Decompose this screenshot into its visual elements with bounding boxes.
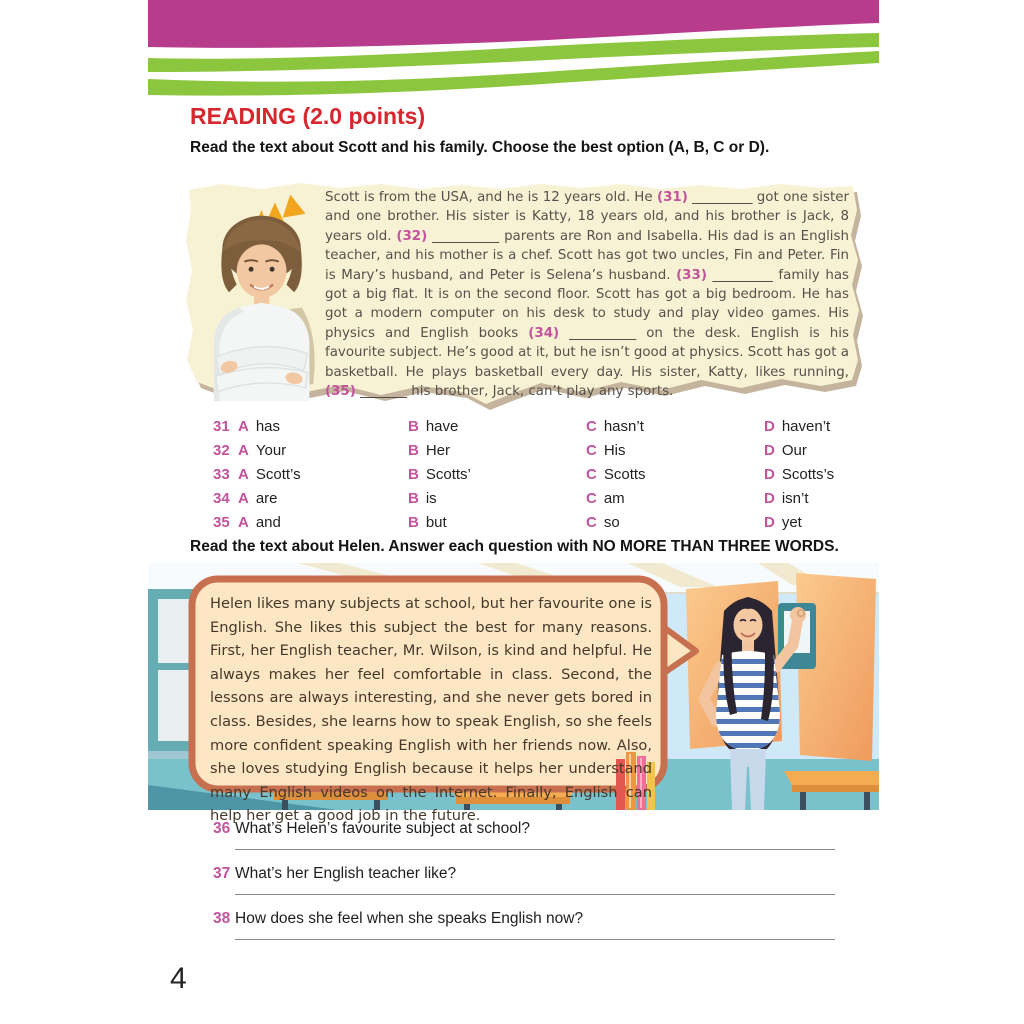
answer-blank: _______	[355, 384, 412, 400]
header-band	[148, 0, 879, 100]
option-letter: D	[764, 513, 775, 531]
scott-passage-panel	[181, 180, 863, 414]
option-letter: C	[586, 513, 597, 531]
mcq-number: 35	[213, 513, 230, 531]
option-letter: B	[408, 513, 419, 531]
option-letter: A	[238, 441, 249, 459]
answer-blank: _________	[706, 267, 779, 283]
question-text: What’s Helen’s favourite subject at school?	[235, 820, 530, 837]
mcq-option-b	[408, 418, 586, 435]
option-letter: C	[586, 465, 597, 483]
mcq-block	[213, 414, 873, 534]
question-number: 36	[213, 820, 231, 837]
option-letter: A	[238, 417, 249, 435]
blank-number: (34)	[528, 325, 560, 341]
option-text: Your	[255, 441, 287, 459]
mcq-number: 34	[213, 489, 230, 507]
option-text: has	[255, 417, 281, 435]
instruction-scott: Read the text about Scott and his family. Choose the best option (A, B, C or D).	[190, 139, 770, 156]
option-text: Scott’s	[255, 465, 301, 483]
blank-number: (35)	[325, 384, 356, 400]
exclamation-triangles-icon	[283, 195, 306, 218]
page-number: 4	[170, 962, 187, 995]
option-text: Our	[781, 441, 807, 459]
option-letter: D	[764, 441, 775, 459]
mcq-row	[213, 486, 873, 510]
question-text: What’s her English teacher like?	[235, 865, 457, 882]
answer-line	[235, 885, 835, 895]
option-text: Scotts’	[425, 465, 471, 483]
answer-line	[235, 840, 835, 850]
option-letter: C	[586, 417, 597, 435]
answer-blank: __________	[427, 228, 505, 244]
page-title: READING (2.0 points)	[190, 103, 426, 129]
option-text: Her	[425, 441, 451, 459]
mcq-option-d	[764, 442, 873, 459]
option-text: are	[255, 489, 278, 507]
helen-panel	[148, 563, 879, 825]
passage-text: got one sister and one brother. His sister is Katty, 18 years old, and his brother is Jack, 8 years old.	[325, 190, 849, 244]
option-letter: C	[586, 489, 597, 507]
mcq-option-d	[764, 490, 873, 507]
passage-text: Scott is from the USA, and he is 12 years old. He	[325, 190, 657, 205]
question-number: 37	[213, 865, 231, 882]
scott-photo	[187, 192, 340, 402]
option-text: but	[425, 513, 447, 531]
option-letter: D	[764, 417, 775, 435]
answer-blank: _________	[687, 190, 757, 205]
instruction-helen: Read the text about Helen. Answer each question with NO MORE THAN THREE WORDS.	[190, 538, 839, 555]
option-text: have	[425, 417, 459, 435]
option-letter: A	[238, 513, 249, 531]
helen-passage: Helen likes many subjects at school, but her favourite one is English. She likes this subject the best for many reasons. First, her English teacher, Mr. Wilson, is kind and helpful. He always makes her feel comfortable in class. Second, the lessons are always interesting, and she never gets bored in class. Besides, she learns how to speak English, so she feels more confident speaking English with her friends now. Also, she loves studying English because it helps her understand many English videos on the Internet. Finally, English can help her get a good job in the future.	[210, 595, 652, 825]
option-letter: B	[408, 417, 419, 435]
option-letter: B	[408, 465, 419, 483]
mcq-option-b	[408, 442, 586, 459]
blank-number: (31)	[656, 190, 688, 205]
blank-number: (32)	[396, 228, 428, 244]
question-number: 38	[213, 910, 231, 927]
option-text: so	[603, 513, 620, 531]
mcq-option-d	[764, 466, 873, 483]
option-text: is	[425, 489, 437, 507]
mcq-row	[213, 438, 873, 462]
mcq-option-a	[238, 490, 408, 507]
mcq-option-b	[408, 514, 586, 531]
mcq-option-c	[586, 442, 764, 459]
passage-text: on the desk. English is his favourite subject. He’s good at it, but he isn’t good at physics. Scott has got a basketball. He plays basketball every day. His sister, Katty, likes running,	[325, 325, 849, 380]
option-text: Scotts’s	[781, 465, 835, 483]
option-text: isn’t	[781, 489, 809, 507]
mcq-option-a	[238, 514, 408, 531]
mcq-row	[213, 462, 873, 486]
option-text: and	[255, 513, 281, 531]
answer-blank: __________	[559, 325, 647, 341]
option-text: haven’t	[781, 417, 831, 435]
answer-line	[235, 930, 835, 940]
passage-text: parents are Ron and Isabella. His dad is an English teacher, and his mother is a chef. Scott has got two uncles, Fin and Peter. Fin is Mary’s husband, and Peter is Selena’s husband.	[325, 228, 849, 283]
option-text: hasn’t	[603, 417, 644, 435]
option-letter: C	[586, 441, 597, 459]
mcq-option-a	[238, 418, 408, 435]
option-letter: B	[408, 441, 419, 459]
blank-number: (33)	[676, 267, 707, 283]
question-item	[213, 908, 835, 940]
mcq-option-d	[764, 514, 873, 531]
mcq-option-c	[586, 514, 764, 531]
passage-text: family has got a big flat. It is on the second floor. Scott has got a big bedroom. He has got a modern computer on his desk to study and play video games. His physics and English books	[325, 267, 850, 341]
option-letter: D	[764, 489, 775, 507]
mcq-option-b	[408, 490, 586, 507]
option-text: am	[603, 489, 625, 507]
option-letter: A	[238, 489, 249, 507]
option-letter: D	[764, 465, 775, 483]
question-item	[213, 818, 835, 850]
mcq-option-c	[586, 466, 764, 483]
mcq-option-b	[408, 466, 586, 483]
mcq-number: 32	[213, 441, 230, 459]
question-text: How does she feel when she speaks English now?	[235, 910, 584, 927]
mcq-option-c	[586, 490, 764, 507]
question-item	[213, 863, 835, 895]
questions-block	[213, 818, 835, 953]
option-text: Scotts	[603, 465, 646, 483]
mcq-number: 31	[213, 417, 230, 435]
option-text: His	[603, 441, 626, 459]
mcq-number: 33	[213, 465, 230, 483]
passage-text: his brother, Jack, can’t play any sports.	[411, 384, 674, 400]
mcq-option-c	[586, 418, 764, 435]
scott-passage	[325, 188, 849, 401]
mcq-option-a	[238, 466, 408, 483]
option-letter: A	[238, 465, 249, 483]
mcq-row	[213, 510, 873, 534]
mcq-option-d	[764, 418, 873, 435]
option-letter: B	[408, 489, 419, 507]
option-text: yet	[781, 513, 802, 531]
mcq-option-a	[238, 442, 408, 459]
mcq-row	[213, 414, 873, 438]
